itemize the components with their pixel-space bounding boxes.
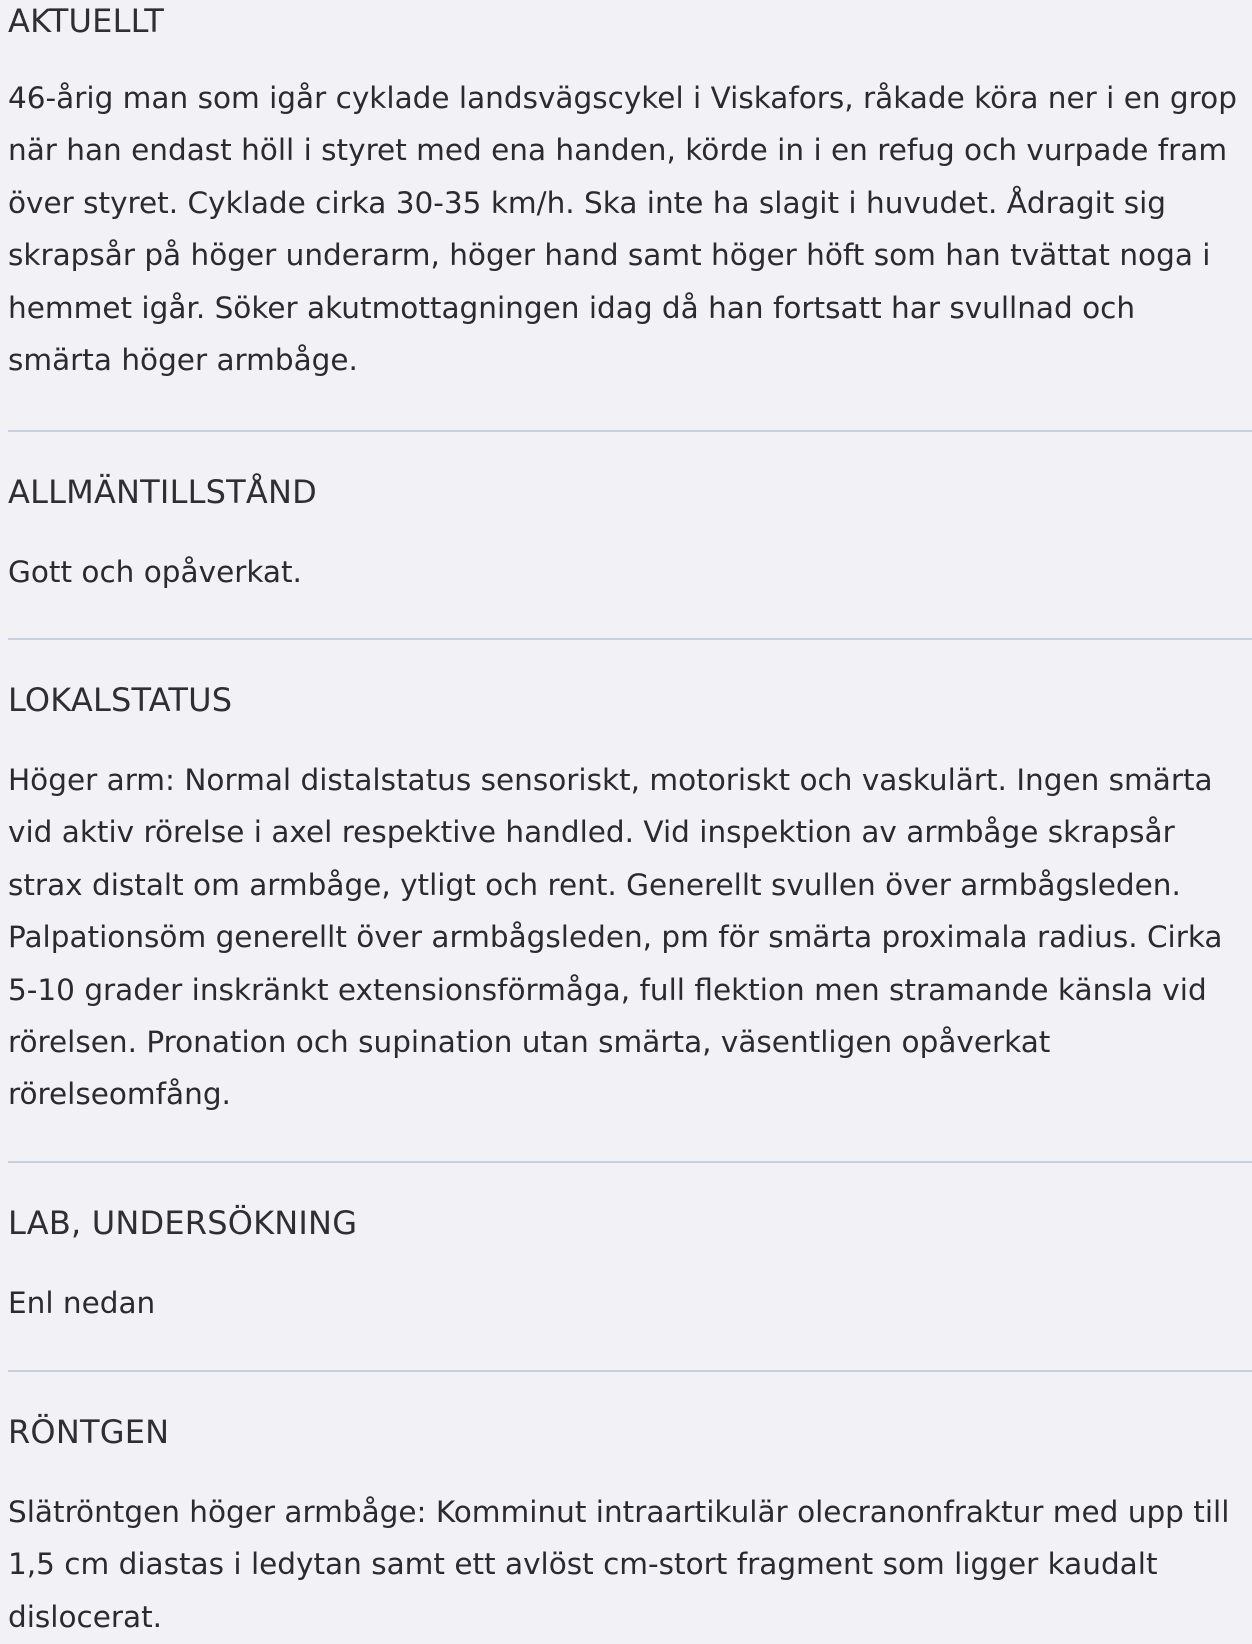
- section-heading: ALLMÄNTILLSTÅND: [8, 473, 317, 511]
- section-lab: [8, 1204, 1252, 1242]
- text-line: Enl nedan: [8, 1286, 156, 1320]
- text-line: Palpationsöm generellt över armbågsleden, pm för smärta proximala radius. Cirka: [8, 920, 1223, 955]
- text-line: när han endast höll i styret med ena handen, körde in i en refug och vurpade fram: [8, 133, 1228, 168]
- text-line: 46-årig man som igår cyklade landsvägscykel i Viskafors, råkade köra ner i en grop: [8, 81, 1237, 115]
- text-line: 5-10 grader inskränkt extensionsförmåga, full flektion men stramande känsla vid: [8, 972, 1207, 1007]
- text-line: över styret. Cyklade cirka 30-35 km/h. Ska inte ha slagit i huvudet. Ådragit sig: [8, 185, 1167, 220]
- section-heading: LOKALSTATUS: [8, 681, 233, 719]
- text-line: Höger arm: Normal distalstatus sensoriskt, motoriskt och vaskulärt. Ingen smärta: [8, 763, 1213, 797]
- section-allmantillstand: [8, 473, 1252, 511]
- section-text: [8, 72, 1252, 386]
- section-text: [8, 1486, 1252, 1643]
- text-line: rörelsen. Pronation och supination utan smärta, väsentligen opåverkat: [8, 1025, 1051, 1060]
- text-line: rörelseomfång.: [8, 1077, 231, 1112]
- text-line: strax distalt om armbåge, ytligt och rent. Generellt svullen över armbågsleden.: [8, 867, 1181, 902]
- section-heading: LAB, UNDERSÖKNING: [8, 1204, 358, 1242]
- text-line: hemmet igår. Söker akutmottagningen idag då han fortsatt har svullnad och: [8, 290, 1136, 325]
- text-line: dislocerat.: [8, 1599, 163, 1634]
- text-line: Gott och opåverkat.: [8, 555, 302, 589]
- section-heading: AKTUELLT: [8, 2, 164, 40]
- section-divider: [8, 1161, 1252, 1163]
- section-text: [8, 1277, 1252, 1329]
- text-line: Slätröntgen höger armbåge: Komminut intraartikulär olecranonfraktur med upp till: [8, 1495, 1230, 1529]
- text-line: vid aktiv rörelse i axel respektive handled. Vid inspektion av armbåge skrapsår: [8, 815, 1175, 850]
- section-text: [8, 754, 1252, 1121]
- section-rontgen-body: [8, 1486, 1252, 1643]
- section-allmantillstand-body: [8, 546, 1252, 598]
- text-line: 1,5 cm diastas i ledytan samt ett avlöst cm-stort fragment som ligger kaudalt: [8, 1547, 1158, 1582]
- section-lokalstatus-body: [8, 754, 1252, 1121]
- text-line: skrapsår på höger underarm, höger hand samt höger höft som han tvättat noga i: [8, 238, 1211, 273]
- section-heading: RÖNTGEN: [8, 1413, 170, 1451]
- section-aktuellt: [8, 2, 1252, 40]
- section-divider: [8, 1370, 1252, 1372]
- section-aktuellt-body: [8, 72, 1252, 386]
- section-divider: [8, 430, 1252, 432]
- section-text: [8, 546, 1252, 598]
- section-divider: [8, 638, 1252, 640]
- text-line: smärta höger armbåge.: [8, 343, 358, 378]
- section-rontgen: [8, 1413, 1252, 1451]
- section-lokalstatus: [8, 681, 1252, 719]
- section-lab-body: [8, 1277, 1252, 1329]
